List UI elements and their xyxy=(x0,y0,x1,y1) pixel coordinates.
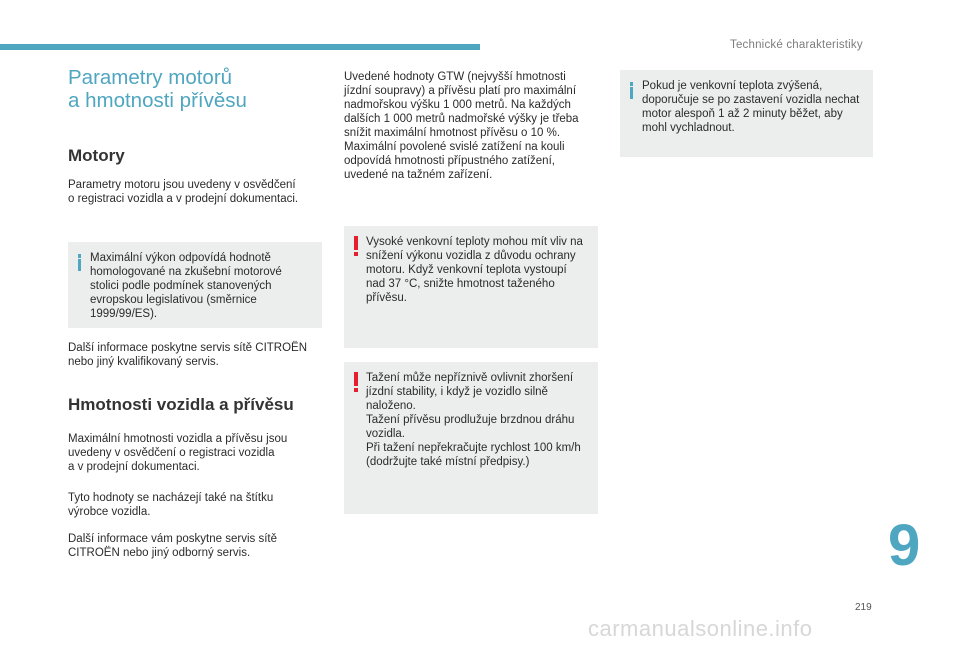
text-line: jízdní stability, i když je vozidlo silně xyxy=(366,386,548,398)
header-accent-bar xyxy=(0,44,480,50)
text-line: výrobce vozidla. xyxy=(68,506,151,518)
text-line: přívěsu. xyxy=(366,292,407,304)
text-line: Maximální výkon odpovídá hodnotě xyxy=(90,252,271,264)
text-line: motor alespoň 1 až 2 minuty běžet, aby xyxy=(642,108,843,120)
text-line: Tažení může nepříznivě ovlivnit zhoršení xyxy=(366,372,574,384)
warning-box-towing xyxy=(344,362,598,514)
text-line: Další informace vám poskytne servis sítě xyxy=(68,533,277,545)
warning-box-text xyxy=(366,371,590,469)
text-line: Tažení přívěsu prodlužuje brzdnou dráhu xyxy=(366,414,575,426)
page-title xyxy=(68,66,247,112)
text-line: Při tažení nepřekračujte rychlost 100 km/h xyxy=(366,442,581,454)
page-title-line2: a hmotnosti přívěsu xyxy=(68,89,247,112)
text-line: dalších 1 000 metrů nadmořské výšky je třeba xyxy=(344,113,579,125)
chapter-number: 9 xyxy=(888,513,921,578)
text-line: Uvedené hodnoty GTW (nejvyšší hmotnosti xyxy=(344,71,566,83)
text-line: 1999/99/ES). xyxy=(90,308,158,320)
info-icon xyxy=(76,254,83,268)
motors-paragraph-2 xyxy=(68,341,307,369)
page-number: 219 xyxy=(855,602,872,613)
info-box-text xyxy=(90,251,314,321)
warning-box-text xyxy=(366,235,590,305)
text-line: Maximální hmotnosti vozidla a přívěsu jsou xyxy=(68,433,288,445)
text-line: Další informace poskytne servis sítě CITROËN xyxy=(68,342,308,354)
text-line: doporučuje se po zastavení vozidla nechat xyxy=(642,94,860,106)
text-line: (dodržujte také místní předpisy.) xyxy=(366,456,530,468)
weights-paragraph-1 xyxy=(68,432,287,474)
text-line: homologované na zkušební motorové xyxy=(90,266,282,278)
text-line: o registraci vozidla a v prodejní dokumentaci. xyxy=(68,193,299,205)
warning-icon xyxy=(352,236,359,256)
motors-paragraph-1 xyxy=(68,178,298,206)
text-line: nebo jiný kvalifikovaný servis. xyxy=(68,356,219,368)
text-line: jízdní soupravy) a přívěsu platí pro maximální xyxy=(344,85,577,97)
warning-box-high-temperature xyxy=(344,226,598,348)
text-line: snížit maximální hmotnost přívěsu o 10 %. xyxy=(344,127,561,139)
text-line: Vysoké venkovní teploty mohou mít vliv na xyxy=(366,236,583,248)
weights-heading: Hmotnosti vozidla a přívěsu xyxy=(68,395,294,414)
text-line: CITROËN nebo jiný odborný servis. xyxy=(68,547,251,559)
text-line: a v prodejní dokumentaci. xyxy=(68,461,200,473)
info-box-cooling xyxy=(620,70,873,157)
section-title: Technické charakteristiky xyxy=(730,39,863,51)
text-line: uvedené na tažném zařízení. xyxy=(344,169,493,181)
page-title-line1: Parametry motorů xyxy=(68,66,233,89)
text-line: nadmořskou výšku 1 000 metrů. Na každých xyxy=(344,99,571,111)
motors-heading: Motory xyxy=(68,146,125,165)
text-line: odpovídá hmotnosti přípustného zatížení, xyxy=(344,155,555,167)
text-line: Parametry motoru jsou uvedeny v osvědčení xyxy=(68,179,296,191)
info-box-max-power xyxy=(68,242,322,328)
text-line: Pokud je venkovní teplota zvýšená, xyxy=(642,80,823,92)
text-line: Maximální povolené svislé zatížení na kouli xyxy=(344,141,565,153)
text-line: naloženo. xyxy=(366,400,416,412)
text-line: nad 37 °C, snižte hmotnost taženého xyxy=(366,278,555,290)
watermark: carmanualsonline.info xyxy=(588,616,813,641)
text-line: Tyto hodnoty se nacházejí také na štítku xyxy=(68,492,274,504)
text-line: uvedeny v osvědčení o registraci vozidla xyxy=(68,447,275,459)
weights-paragraph-3 xyxy=(68,532,277,560)
text-line: snížení výkonu vozidla z důvodu ochrany xyxy=(366,250,576,262)
text-line: stolici podle podmínek stanovených xyxy=(90,280,272,292)
text-line: vozidla. xyxy=(366,428,405,440)
gtw-paragraph xyxy=(344,70,579,182)
info-icon xyxy=(628,82,635,96)
warning-icon xyxy=(352,372,359,392)
text-line: mohl vychladnout. xyxy=(642,122,735,134)
text-line: evropskou legislativou (směrnice xyxy=(90,294,257,306)
info-box-text xyxy=(642,79,865,135)
weights-paragraph-2 xyxy=(68,491,273,519)
text-line: motoru. Když venkovní teplota vystoupí xyxy=(366,264,567,276)
